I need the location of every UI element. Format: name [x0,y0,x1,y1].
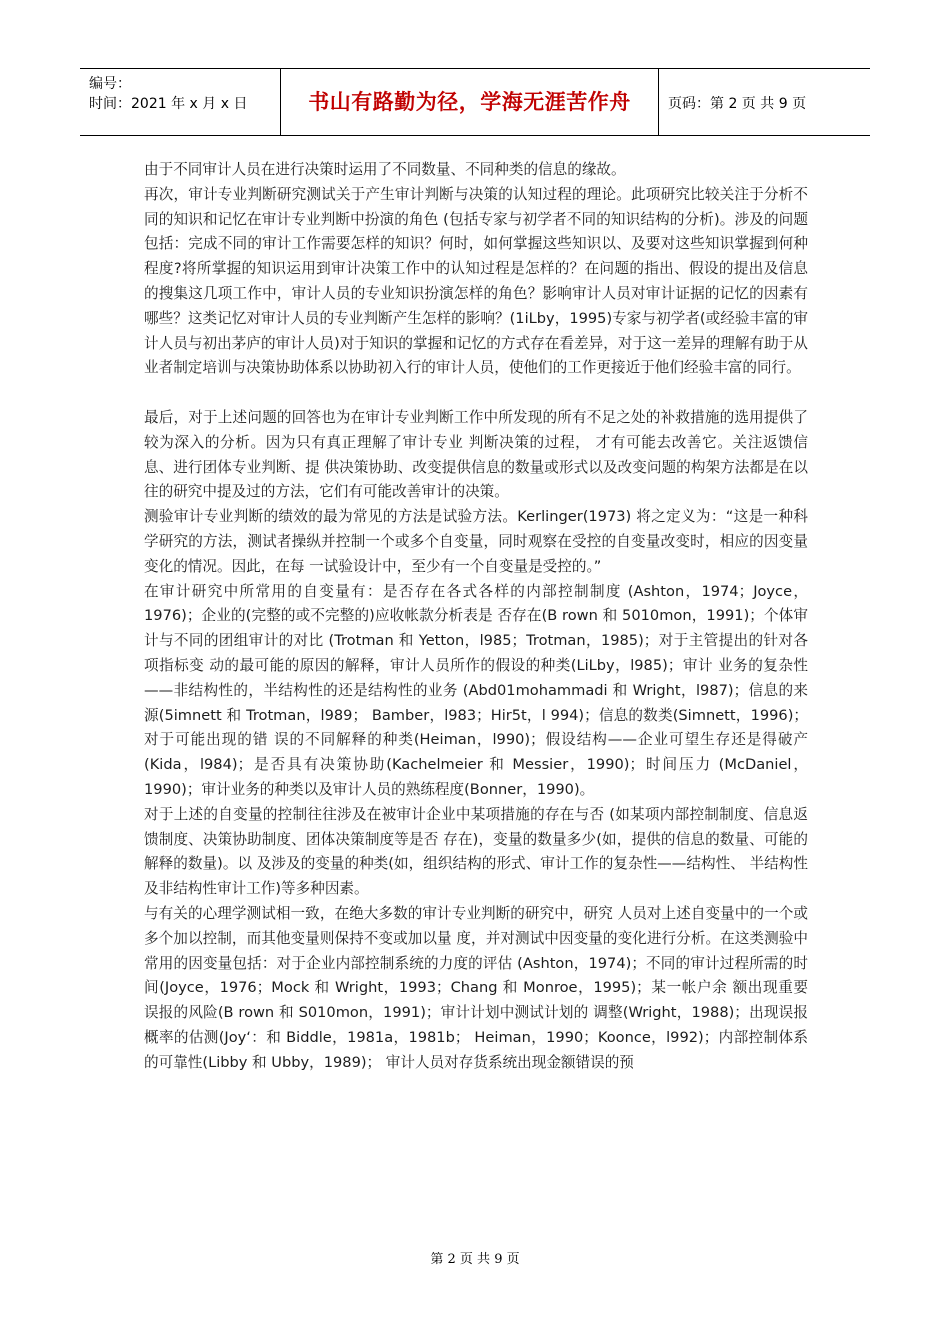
body-paragraph: 测验审计专业判断的绩效的最为常见的方法是试验方法。Kerlinger(1973) 将之定义为：“这是一种科学研究的方法，测试者操纵并控制一个或多个自变量，同时观察在受控的自变量改变时，相应的因变量变化的情况。因此，在每 一试验设计中，至少有一个自变量是受控的。” [144,508,808,575]
header-page-info: 页码：第 2 页 共 9 页 [668,96,807,112]
body-paragraph: 对于上述的自变量的控制往往涉及在被审计企业中某项措施的存在与否 (如某项内部控制制度、信息返馈制度、决策协助制度、团体决策制度等是否 存在)，变量的数量多少(如，提供的信息的数量、可能的解释的数量)。以 及涉及的变量的种类(如，组织结构的形式、审计工作的复杂性——结构性、 半结构性及非结构性审计工作)等多种因素。 [144,805,808,898]
page-header [80,68,870,136]
body-paragraph: 与有关的心理学测试相一致，在绝大多数的审计专业判断的研究中，研究 人员对上述自变量中的一个或多个加以控制，而其他变量则保持不变或加以量 度，并对测试中因变量的变化进行分析。在这类测验中常用的因变量包括：对于企业内部控制系统的力度的评估 (Ashton，1974)；不同的审计过程所需的时 间(Joyce，1976；Mock 和 Wright，1993；Chang 和 Monroe，1995)；某一帐户余 额出现重要误报的风险(B rown 和 S010mon，1991)；审计计划中测试计划的 调整(Wright，1988)；出现误报概率的估测(Joy‘：和 Biddle，1981a，1981b； Heiman，1990；Koonce，l992)；内部控制体系的可靠性(Libby 和 Ubby，1989)； 审计人员对存货系统出现金额错误的预 [144,904,808,1071]
body-paragraph: 再次，审计专业判断研究测试关于产生审计判断与决策的认知过程的理论。此项研究比较关注于分析不同的知识和记忆在审计专业判断中扮演的角色 (包括专家与初学者不同的知识结构的分析)。涉及的问题包括：完成不同的审计工作需要怎样的知识？何时，如何掌握这些知识以、及要对这些知识掌握到何种程度?将所掌握的知识运用到审计决策工作中的认知过程是怎样的？在问题的指出、假设的提出及信息的搜集这几项工作中，审计人员的专业知识扮演怎样的角色？影响审计人员对审计证据的记忆的因素有哪些？这类记忆对审计人员的专业判断产生怎样的影响？(1iLby，1995)专家与初学者(或经验丰富的审计人员与初出茅庐的审计人员)对于知识的掌握和记忆的方式存在看差异，对于这一差异的理解有助于从业者制定培训与决策协助体系以协助初入行的审计人员，使他们的工作更接近于他们经验丰富的同行。 [144,185,808,377]
document-date: 时间：2021 年 x 月 x 日 [89,96,248,112]
document-body [144,158,808,1075]
header-motto: 书山有路勤为径，学海无涯苦作舟 [308,90,631,114]
header-motto-cell [281,69,659,135]
document-number-label: 编号： [89,76,131,92]
body-paragraph: 在审计研究中所常用的自变量有：是否存在各式各样的内部控制制度 (Ashton，1974；Joyce，1976)；企业的(完整的或不完整的)应收帐款分析表是 否存在(B rown 和 5010mon，1991)；个体审计与不同的团组审计的对比 (Trotman 和 Yetton，l985；Trotman，1985)；对于主管提出的针对各项指标变 动的最可能的原因的解释，审计人员所作的假设的种类(LiLby，l985)；审计 业务的复杂性——非结构性的，半结构性的还是结构性的业务 (Abd01mohammadi 和 Wright，l987)；信息的来源(5imnett 和 Trotman，l989； Bamber，l983；Hir5t，l 994)；信息的数类(Simnett，1996)；对于可能出现的错 误的不同解释的种类(Heiman，l990)；假设结构——企业可望生存还是得破产 (Kida，l984)；是否具有决策协助(Kachelmeier 和 Messier，1990)；时间压力 (McDaniel，1990)；审计业务的种类以及审计人员的熟练程度(Bonner，1990)。 [144,582,808,798]
header-page-cell [659,69,870,135]
page-footer: 第 2 页 共 9 页 [430,1252,520,1267]
paragraph-spacer [144,381,808,406]
body-paragraph: 最后，对于上述问题的回答也为在审计专业判断工作中所发现的所有不足之处的补救措施的选用提供了较为深入的分析。因为只有真正理解了审计专业 判断决策的过程， 才有可能去改善它。关注返馈信息、进行团体专业判断、提 供决策协助、改变提供信息的数量或形式以及改变问题的构架方法都是在以往的研究中提及过的方法，它们有可能改善审计的决策。 [144,408,808,501]
body-paragraph: 由于不同审计人员在进行决策时运用了不同数量、不同种类的信息的缘故。 [144,161,626,178]
header-meta-cell [80,69,281,135]
